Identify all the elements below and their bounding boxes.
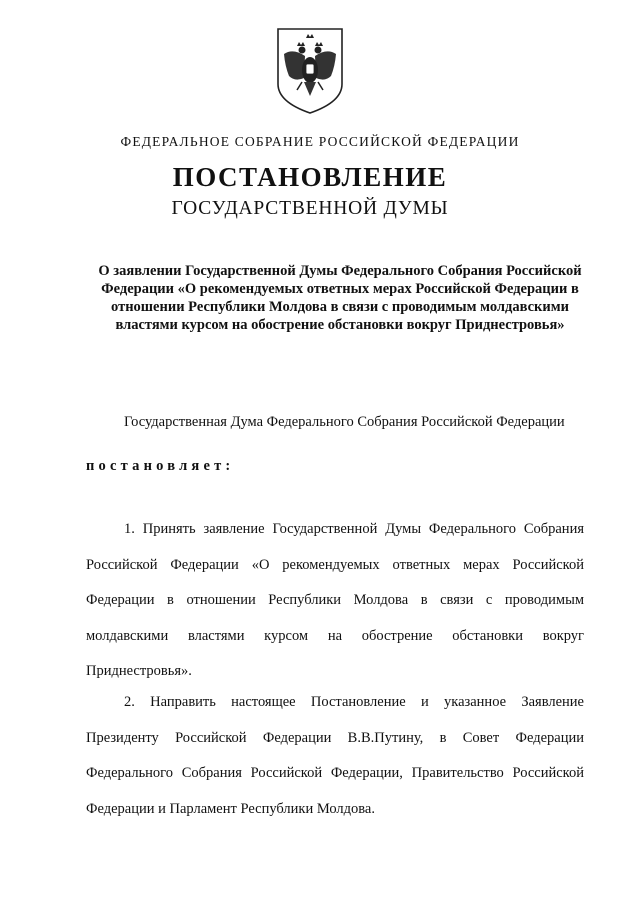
organization-header: ФЕДЕРАЛЬНОЕ СОБРАНИЕ РОССИЙСКОЙ ФЕДЕРАЦИИ	[120, 134, 520, 149]
document-title: ПОСТАНОВЛЕНИЕ	[172, 162, 448, 192]
preamble-text: Государственная Дума Федерального Собрания Российской Федерации	[124, 414, 565, 430]
paragraph-2: 2. Направить настоящее Постановление и указанное Заявление Президенту Российской Федерации В.В.Путину, в Совет Федерации Федерального Собрания Российской Федерации, Правительство Российской Федерации и Парламент Республики Молдова.	[86, 694, 584, 817]
document-subtitle: ГОСУДАРСТВЕННОЙ ДУМЫ	[171, 198, 449, 219]
document-subject: О заявлении Государственной Думы Федерального Собрания Российской Федерации «О рекомендуемых ответных мерах Российской Федерации в отношении Республики Молдова в связи с проводимым молдавскими властями курсом на обострение обстановки вокруг Приднестровья»	[98, 263, 582, 333]
resolves-keyword: постановляет:	[86, 458, 235, 474]
paragraph-1: 1. Принять заявление Государственной Думы Федерального Собрания Российской Федерации «О рекомендуемых ответных мерах Российской Федерации в отношении Республики Молдова в связи с проводимым молдавскими властями курсом на обострение обстановки вокруг Приднестровья».	[86, 521, 584, 679]
coat-of-arms-icon	[275, 26, 345, 116]
